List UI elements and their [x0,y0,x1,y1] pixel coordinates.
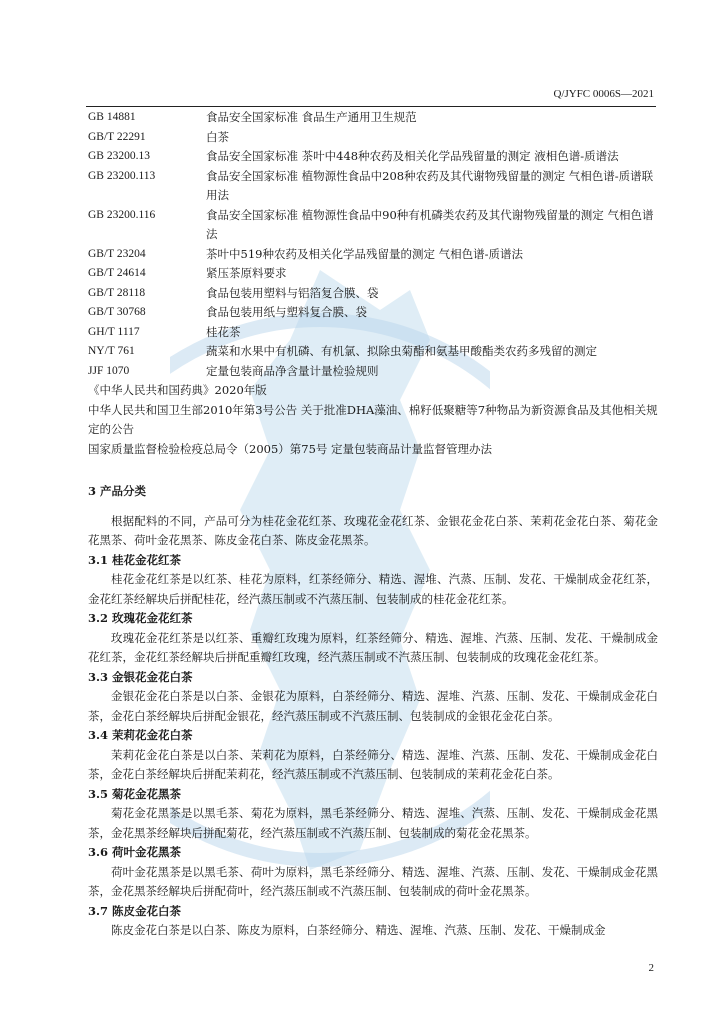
ref-title: 食品安全国家标准 茶叶中448种农药及相关化学品残留量的测定 液相色谱-质谱法 [206,149,619,163]
ref-code: NY/T 761 [88,345,135,357]
subsection-text: 茉莉花金花白茶是以白茶、茉莉花为原料，白茶经筛分、精选、渥堆、汽蒸、压制、发花、干燥制成金花白茶，金花白茶经解块后拼配茉莉花，经汽蒸压制或不汽蒸压制、包装制成的茉莉花金花白茶。 [88,747,658,781]
ref-title: 桂花茶 [206,324,241,339]
subsection-heading: 3.6 荷叶金花黑茶 [88,845,182,859]
ref-title: 蔬菜和水果中有机磷、有机氯、拟除虫菊酯和氨基甲酸酯类农药多残留的测定 [206,344,597,358]
section-heading: 3 产品分类 [88,484,147,498]
ref-code: GB/T 24614 [88,267,146,279]
subsection-text: 菊花金花黑茶是以黑毛茶、菊花为原料，黑毛茶经筛分、精选、渥堆、汽蒸、压制、发花、干燥制成金花黑茶，金花黑茶经解块后拼配菊花，经汽蒸压制或不汽蒸压制、包装制成的菊花金花黑茶。 [88,806,658,840]
reference-item [88,342,658,362]
reference-item [88,362,658,382]
ref-title: 白茶 [206,129,229,144]
ref-title: 定量包装商品净含量计量检验规则 [206,363,379,378]
section-intro: 根据配料的不同，产品可分为桂花金花红茶、玫瑰花金花红茶、金银花金花白茶、茉莉花金花白茶、菊花金花黑茶、荷叶金花黑茶、陈皮金花白茶、陈皮金花黑茶。 [88,513,658,547]
reference-item [88,108,658,128]
other-reference: 中华人民共和国卫生部2010年第3号公告 关于批准DHA藻油、棉籽低聚糖等7种物品为新资源食品及其他相关规定的公告 [88,402,658,436]
ref-title: 茶叶中519种农药及相关化学品残留量的测定 气相色谱-质谱法 [206,246,523,261]
document-id: Q/JYFC 0006S—2021 [553,88,654,100]
subsection-heading: 3.4 茉莉花金花白茶 [88,728,193,742]
reference-item [88,167,658,206]
other-reference: 《中华人民共和国药典》2020年版 [88,383,267,397]
ref-code: GB/T 23204 [88,247,146,260]
reference-item [88,245,658,265]
reference-item [88,206,658,245]
ref-code: GB/T 30768 [88,306,146,318]
ref-title: 食品包装用纸与塑料复合膜、袋 [206,305,367,319]
reference-item [88,147,658,167]
subsection-heading: 3.7 陈皮金花白茶 [88,903,182,918]
ref-code: GB 23200.113 [88,169,156,182]
subsection-text: 陈皮金花白茶是以白茶、陈皮为原料，白茶经筛分、精选、渥堆、汽蒸、压制、发花、干燥制成金 [111,923,606,937]
ref-title: 紧压茶原料要求 [206,266,287,280]
section-product-classification [88,482,658,941]
ref-code: GB 23200.116 [88,208,156,221]
subsection-heading: 3.3 金银花金花白茶 [88,669,193,684]
subsection-heading: 3.1 桂花金花红茶 [88,552,182,567]
reference-list [88,108,658,459]
header-rule [86,106,656,107]
page-number: 2 [648,962,654,974]
reference-item [88,284,658,304]
subsection-text: 桂花金花红茶是以红茶、桂花为原料，红茶经筛分、精选、渥堆、汽蒸、压制、发花、干燥制成金花红茶，金花红茶经解块后拼配桂花，经汽蒸压制或不汽蒸压制、包装制成的桂花金花红茶。 [88,572,658,606]
reference-item [88,323,658,343]
reference-item [88,303,658,323]
subsection-heading: 3.5 菊花金花黑茶 [88,786,182,801]
ref-code: GB/T 22291 [88,130,146,143]
subsection-text: 荷叶金花黑茶是以黑毛茶、荷叶为原料，黑毛茶经筛分、精选、渥堆、汽蒸、压制、发花、干燥制成金花黑茶，金花黑茶经解块后拼配荷叶，经汽蒸压制或不汽蒸压制、包装制成的荷叶金花黑茶。 [88,864,658,898]
ref-code: GB 14881 [88,111,136,123]
ref-code: JJF 1070 [88,364,130,377]
ref-title: 食品包装用塑料与铝箔复合膜、袋 [206,285,379,300]
reference-item [88,128,658,148]
ref-title: 食品安全国家标准 植物源性食品中208种农药及其代谢物残留量的测定 气相色谱-质谱联用法 [206,168,654,202]
other-reference: 国家质量监督检验检疫总局令（2005）第75号 定量包装商品计量监督管理办法 [88,441,493,456]
ref-code: GB/T 28118 [88,286,146,299]
subsection-text: 金银花金花白茶是以白茶、金银花为原料，白茶经筛分、精选、渥堆、汽蒸、压制、发花、干燥制成金花白茶，金花白茶经解块后拼配金银花，经汽蒸压制或不汽蒸压制、包装制成的金银花金花白茶。 [88,689,658,723]
ref-code: GB 23200.13 [88,150,150,162]
ref-title: 食品安全国家标准 植物源性食品中90种有机磷类农药及其代谢物残留量的测定 气相色谱法 [206,207,654,241]
subsection-heading: 3.2 玫瑰花金花红茶 [88,611,193,625]
reference-item [88,264,658,284]
ref-title: 食品安全国家标准 食品生产通用卫生规范 [206,110,417,124]
ref-code: GH/T 1117 [88,325,140,338]
subsection-text: 玫瑰花金花红茶是以红茶、重瓣红玫瑰为原料，红茶经筛分、精选、渥堆、汽蒸、压制、发花、干燥制成金花红茶，金花红茶经解块后拼配重瓣红玫瑰，经汽蒸压制或不汽蒸压制、包装制成的玫瑰花金花红茶。 [88,630,658,664]
